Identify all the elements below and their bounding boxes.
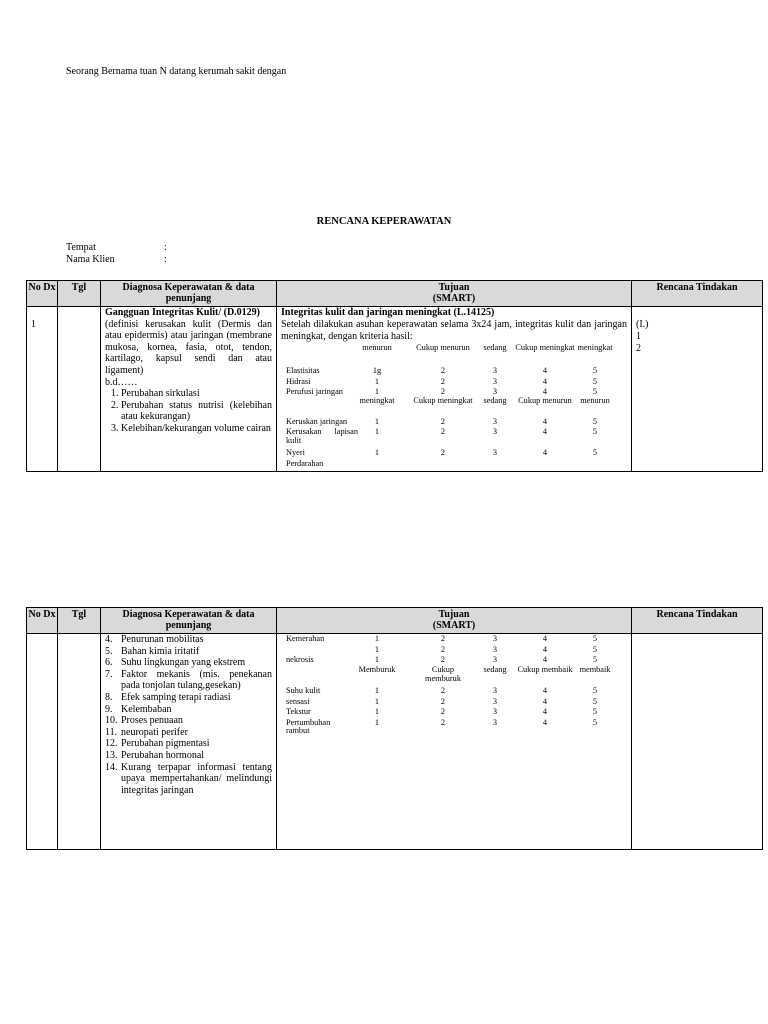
scale-label: Cukup meningkat	[413, 396, 473, 405]
criteria-label: Keruskan jaringan	[286, 417, 348, 426]
list-item-number: 10.	[105, 715, 118, 727]
criteria-score: 1	[374, 634, 380, 643]
scale-label: menurun	[580, 396, 610, 405]
list-item: 2. Perubahan status nutrisi (kelebihan atau kekurangan)	[121, 400, 272, 423]
list-item	[105, 634, 272, 646]
criteria-score: 1	[374, 717, 380, 727]
dx-factor-list-continued	[101, 634, 276, 796]
criteria-score: 4	[542, 417, 548, 426]
list-item-number: 6.	[105, 657, 113, 669]
diagnosa-cell	[101, 307, 277, 472]
list-item-number: 4.	[105, 634, 113, 645]
rencana-line: (I.)	[636, 319, 649, 330]
header-tujuan-line2: (SMART)	[432, 620, 476, 631]
criteria-score: 2	[440, 417, 446, 426]
scale-label: Cukup menurun	[416, 343, 470, 352]
rencana-line: 1	[636, 331, 641, 342]
criteria-score: 4	[542, 634, 548, 643]
dx-factor-list	[105, 388, 272, 434]
list-item	[105, 715, 272, 727]
criteria-score: 4	[542, 655, 548, 664]
tujuan-cell	[277, 634, 632, 850]
criteria-score: 5	[592, 417, 598, 426]
criteria-label: Perdarahan	[286, 459, 324, 468]
header-tgl: Tgl	[58, 608, 101, 634]
criteria-label: Kerusakan lapisan kulit	[286, 427, 358, 445]
list-item	[105, 750, 272, 762]
criteria-score: 3	[492, 448, 498, 457]
criteria-score: 2	[440, 427, 446, 436]
meta-label: Tempat	[66, 242, 96, 253]
criteria-score: 2	[440, 717, 446, 727]
criteria-score: 5	[592, 448, 598, 457]
criteria-score: 2	[440, 644, 446, 654]
scale-label: sedang	[483, 665, 507, 674]
list-item: 1. Perubahan sirkulasi	[121, 388, 272, 400]
criteria-score: 4	[542, 717, 548, 727]
criteria-score: 1	[374, 448, 380, 457]
criteria-score: 2	[440, 387, 446, 396]
criteria-score: 1	[374, 427, 380, 436]
scale-label: menurun	[362, 343, 392, 352]
criteria-score: 1g	[372, 366, 382, 375]
scale-label: Cukup membaik	[517, 665, 573, 674]
criteria-score: 5	[592, 717, 598, 727]
tujuan-title: Integritas kulit dan jaringan meningkat (L.14125)	[281, 307, 495, 318]
criteria-score: 4	[542, 376, 548, 386]
criteria-label: Hidrasi	[286, 376, 311, 386]
criteria-score: 5	[592, 634, 598, 643]
criteria-score: 4	[542, 686, 548, 695]
criteria-score: 3	[492, 644, 498, 654]
criteria-label: Tekstur	[286, 707, 311, 716]
tujuan-paragraph: Setelah dilakukan asuhan keperawatan selama 3x24 jam, integritas kulit dan jaringan meningkat, dengan kriteria hasil:	[281, 319, 627, 342]
criteria-score: 3	[492, 376, 498, 386]
header-diagnosa: Diagnosa Keperawatan & data penunjang	[101, 608, 277, 634]
header-no-dx: No Dx	[27, 608, 58, 634]
criteria-score: 3	[492, 417, 498, 426]
header-tujuan-line2: (SMART)	[432, 293, 476, 304]
criteria-score: 3	[492, 655, 498, 664]
criteria-score: 2	[440, 707, 446, 716]
criteria-score: 4	[542, 366, 548, 375]
list-item	[105, 657, 272, 669]
criteria-score: 3	[492, 696, 498, 706]
header-tujuan	[277, 608, 632, 634]
criteria-score: 1	[374, 387, 380, 396]
meta-row-tempat	[66, 242, 167, 253]
criteria-label: Suhu kulit	[286, 686, 321, 695]
page-title: RENCANA KEPERAWATAN	[316, 216, 452, 227]
criteria-score: 2	[440, 448, 446, 457]
criteria-score: 3	[492, 707, 498, 716]
criteria-label: Pertumbuhan rambut	[286, 717, 331, 735]
criteria-score: 1	[374, 686, 380, 695]
criteria-label: sensasi	[286, 696, 310, 706]
criteria-score: 2	[440, 376, 446, 386]
list-item	[105, 646, 272, 658]
criteria-score: 3	[492, 427, 498, 436]
header-tujuan	[277, 281, 632, 307]
criteria-score: 2	[440, 366, 446, 375]
list-item-text: Proses penuaan	[121, 715, 183, 727]
list-item-number: 5.	[105, 645, 113, 657]
criteria-score: 5	[592, 376, 598, 386]
criteria-score: 5	[592, 644, 598, 654]
criteria-score: 5	[592, 366, 598, 375]
header-rencana: Rencana Tindakan	[632, 281, 763, 307]
criteria-label: Perufusi jaringan	[286, 387, 343, 396]
header-no-dx: No Dx	[27, 281, 58, 307]
criteria-score: 5	[592, 655, 598, 664]
scale-label: meningkat	[359, 396, 395, 405]
criteria-score: 3	[492, 717, 498, 727]
no-cell	[27, 634, 58, 850]
list-item	[105, 669, 272, 692]
list-item-text: neuropati perifer	[121, 726, 188, 738]
criteria-score: 1	[374, 696, 380, 706]
criteria-label: Nyeri	[286, 448, 305, 457]
list-item	[105, 727, 272, 739]
header-tgl: Tgl	[58, 281, 101, 307]
scale-label: meningkat	[577, 343, 613, 352]
criteria-score: 5	[592, 427, 598, 436]
list-item	[105, 704, 272, 716]
list-item-text: Kurang terpapar informasi tentang upaya mempertahankan/ melindungi integritas jaringan	[121, 761, 272, 796]
list-item-text: Perubahan hormonal	[121, 749, 205, 761]
rencana-line: 2	[636, 343, 641, 354]
list-item	[105, 738, 272, 750]
criteria-score: 2	[440, 696, 446, 706]
criteria-label: nekrosis	[286, 655, 314, 664]
criteria-score: 4	[542, 707, 548, 716]
list-item-number: 7.	[105, 668, 113, 680]
scale-label: sedang	[483, 343, 507, 352]
criteria-score: 5	[592, 696, 598, 706]
intro-text: Seorang Bernama tuan N datang kerumah sakit dengan	[66, 66, 287, 77]
list-item-text: Bahan kimia iritatif	[121, 645, 200, 657]
list-item-number: 9.	[105, 703, 113, 715]
header-diagnosa: Diagnosa Keperawatan & data penunjang	[101, 281, 277, 307]
dx-number: 1	[31, 319, 36, 330]
dx-title: Gangguan Integritas Kulit/ (D.0129)	[105, 307, 261, 318]
scale-label: Cukup menurun	[518, 396, 572, 405]
header-tujuan-line1: Tujuan	[438, 282, 470, 293]
criteria-score: 1	[374, 644, 380, 654]
scale-label: membaik	[579, 665, 611, 674]
rencana-cell	[632, 634, 763, 850]
criteria-score: 3	[492, 686, 498, 695]
list-item-text: Kelembaban	[121, 703, 172, 715]
list-item-number: 12.	[105, 738, 118, 750]
scale-label: Cukup memburuk	[425, 665, 461, 683]
dx-definition: (definisi kerusakan kulit (Dermis dan atau epidermis) atau jaringan (membrane mukosa, kornea, fasia, otot, tendon, kartilago, kapsul sendi dan atau ligament)	[105, 318, 272, 376]
criteria-score: 3	[492, 366, 498, 375]
criteria-score: 1	[374, 376, 380, 386]
list-item-number: 13.	[105, 749, 118, 761]
list-item: 3. Kelebihan/kekurangan volume cairan	[121, 423, 272, 435]
criteria-score: 5	[592, 707, 598, 716]
meta-sep: :	[164, 254, 167, 265]
criteria-label: Elastisitas	[286, 366, 320, 375]
list-item-number: 14.	[105, 761, 118, 773]
list-item-text: Faktor mekanis (mis. penekanan pada tonjolan tulang,gesekan)	[121, 668, 272, 692]
criteria-score: 2	[440, 634, 446, 643]
criteria-score: 4	[542, 387, 548, 396]
list-item-text: Penurunan mobilitas	[121, 634, 204, 645]
criteria-score: 4	[542, 448, 548, 457]
list-item	[105, 762, 272, 797]
criteria-label: Kemerahan	[286, 634, 325, 643]
criteria-score: 2	[440, 655, 446, 664]
criteria-score: 1	[374, 655, 380, 664]
scale-label: sedang	[483, 396, 507, 405]
list-item-text: Efek samping terapi radiasi	[121, 691, 231, 703]
criteria-score: 1	[374, 417, 380, 426]
list-item	[105, 692, 272, 704]
list-item-text: Suhu lingkungan yang ekstrem	[121, 657, 246, 669]
scale-label: Memburuk	[358, 665, 396, 674]
header-rencana: Rencana Tindakan	[632, 608, 763, 634]
care-plan-table-1	[26, 280, 763, 472]
meta-sep: :	[164, 242, 167, 253]
list-item-number: 11.	[105, 726, 118, 738]
criteria-score: 3	[492, 634, 498, 643]
criteria-score: 4	[542, 696, 548, 706]
criteria-score: 3	[492, 387, 498, 396]
diagnosa-cell	[101, 634, 277, 850]
tujuan-cell	[277, 307, 632, 472]
criteria-score: 5	[592, 387, 598, 396]
tgl-cell	[58, 634, 101, 850]
header-tujuan-line1: Tujuan	[438, 609, 470, 620]
scale-label: Cukup meningkat	[515, 343, 575, 352]
meta-row-nama-klien	[66, 254, 167, 265]
dx-bd: b.d……	[105, 376, 138, 388]
criteria-score: 4	[542, 427, 548, 436]
criteria-score: 2	[440, 686, 446, 695]
care-plan-table-2	[26, 607, 763, 850]
tgl-cell	[58, 307, 101, 472]
list-item-number: 8.	[105, 691, 113, 703]
rencana-cell	[632, 307, 763, 472]
criteria-score: 5	[592, 686, 598, 695]
criteria-score: 4	[542, 644, 548, 654]
list-item-text: Perubahan pigmentasi	[121, 738, 210, 750]
meta-label: Nama Klien	[66, 254, 115, 265]
criteria-score: 1	[374, 707, 380, 716]
